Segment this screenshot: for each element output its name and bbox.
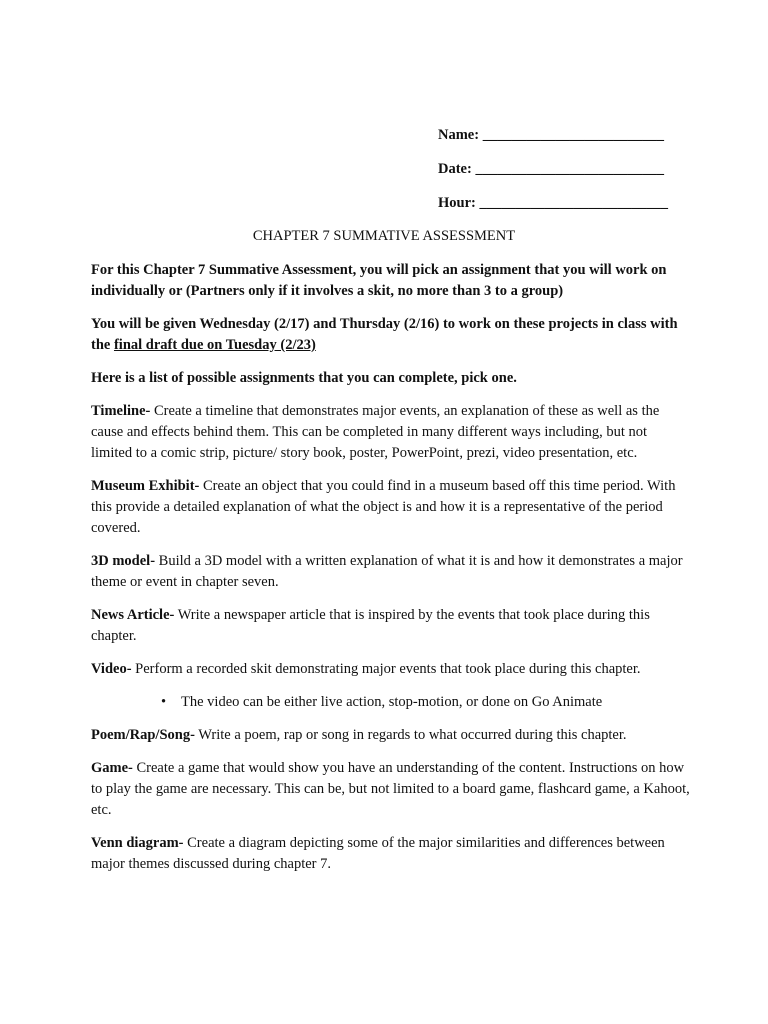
name-field: Name: _________________________	[438, 127, 664, 143]
schedule-text: You will be given Wednesday (2/17) and Thursday (2/16) to work on these projects in class with the	[91, 316, 678, 353]
assignment-desc: Write a newspaper article that is inspired by the events that took place during this chapter.	[91, 607, 650, 644]
assignment-term: Venn diagram-	[91, 835, 184, 851]
assignment-term: Poem/Rap/Song-	[91, 727, 195, 743]
page-title: CHAPTER 7 SUMMATIVE ASSESSMENT	[252, 228, 516, 244]
assignment-desc: Create a game that would show you have an understanding of the content. Instructions on how to play the game are necessary. This can be, but not limited to a board game, flashcard game, a Kahoot, etc.	[91, 760, 690, 818]
assignment-timeline	[91, 401, 691, 464]
video-bullet-text: The video can be either live action, stop-motion, or done on Go Animate	[181, 694, 603, 710]
assignment-museum-exhibit	[91, 476, 691, 539]
assignment-desc: Create a timeline that demonstrates major events, an explanation of these as well as the cause and effects behind them. This can be completed in many different ways including, but not limited to a comic strip, picture/ story book, poster, PowerPoint, prezi, video presentation, etc.	[91, 403, 660, 461]
assignment-desc: Create a diagram depicting some of the major similarities and differences between major themes discussed during chapter 7.	[91, 835, 665, 872]
document-body	[91, 260, 691, 887]
assignment-term: Game-	[91, 760, 133, 776]
intro-paragraph: For this Chapter 7 Summative Assessment, you will pick an assignment that you will work on individually or (Partners only if it involves a skit, no more than 3 to a group)	[91, 262, 667, 299]
assignment-term: Timeline-	[91, 403, 151, 419]
assignment-desc: Create an object that you could find in a museum based off this time period. With this provide a detailed explanation of what the object is and how it is a representative of the period covered.	[91, 478, 676, 536]
assignment-desc: Perform a recorded skit demonstrating major events that took place during this chapter.	[131, 661, 641, 677]
assignment-video	[91, 659, 691, 680]
list-item	[161, 692, 691, 713]
assignment-news-article	[91, 605, 691, 647]
date-field: Date: __________________________	[438, 161, 664, 177]
student-info-fields	[438, 125, 688, 227]
assignment-term: News Article-	[91, 607, 175, 623]
assignment-3d-model	[91, 551, 691, 593]
assignment-term: Video-	[91, 661, 132, 677]
assignment-poem-rap-song	[91, 725, 691, 746]
video-bullet-list	[91, 692, 691, 713]
assignment-term: 3D model-	[91, 553, 156, 569]
assignment-desc: Write a poem, rap or song in regards to what occurred during this chapter.	[194, 727, 627, 743]
schedule-paragraph	[91, 314, 691, 356]
assignment-term: Museum Exhibit-	[91, 478, 200, 494]
assignment-game	[91, 758, 691, 821]
assignment-desc: Build a 3D model with a written explanation of what it is and how it demonstrates a major theme or event in chapter seven.	[91, 553, 683, 590]
list-intro: Here is a list of possible assignments that you can complete, pick one.	[91, 370, 517, 386]
hour-field: Hour: __________________________	[438, 195, 668, 211]
bullet-icon: •	[161, 694, 167, 710]
due-date-text: final draft due on Tuesday (2/23)	[113, 337, 316, 353]
assignment-venn-diagram	[91, 833, 691, 875]
